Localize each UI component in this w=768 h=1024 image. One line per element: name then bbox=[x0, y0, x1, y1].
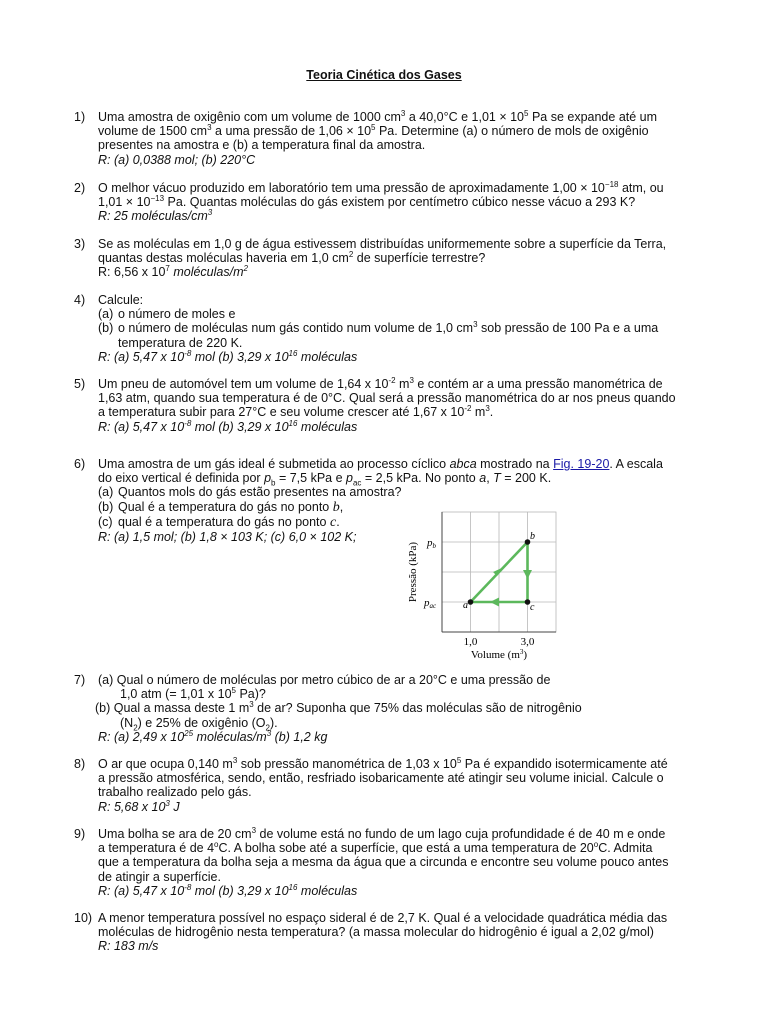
question-text-line: a temperatura é de 4$^o$C. A bolha sobe até a superfície, que está a uma temperatura de 20$^o$C. Admita bbox=[98, 840, 653, 856]
x-axis-label: Volume $(m^3)$ bbox=[470, 648, 528, 661]
answer: R: (a) 5,47 x $10^{-8}$ mol (b) 3,29 x $10^{16}$ moléculas bbox=[98, 882, 358, 898]
question-number: 3) bbox=[74, 237, 86, 251]
question-9 bbox=[74, 827, 694, 898]
question-text-line: moléculas de hidrogênio nesta temperatura? (a massa molecular do hidrogênio é igual a 2,02 g/mol) bbox=[98, 925, 654, 940]
question-text-line: Uma bolha se ara de 20 $cm^3$ de volume está no fundo de um lago cuja profundidade é de 40 m e onde bbox=[98, 825, 666, 841]
x-tick-1: 1,0 bbox=[463, 636, 478, 648]
point-a-label: a bbox=[463, 600, 468, 611]
sub-item-b: (b) Qual é a temperatura do gás no ponto b, bbox=[98, 499, 344, 515]
question-text-line: Um pneu de automóvel tem um volume de 1,64 x $10^{-2}$ $m^3$ e contém ar a uma pressão manométrica de bbox=[98, 375, 663, 391]
y-tick-pb: pb bbox=[427, 537, 436, 550]
question-text-line: O melhor vácuo produzido em laboratório tem uma pressão de aproximadamente $1,00 \times 10^{-18}$ atm, ou bbox=[98, 179, 664, 195]
question-text-line: de atingir a superfície. bbox=[98, 869, 221, 884]
answer: R: 25 moléculas/$cm^3$ bbox=[98, 208, 213, 224]
question-text-line: Uma amostra de um gás ideal é submetida ao processo cíclico abca mostrado na Fig. 19-20. A escala bbox=[98, 457, 663, 471]
question-text-line: $(N_2)$ e 25% de oxigênio $(O_2)$. bbox=[120, 715, 278, 733]
question-5 bbox=[74, 377, 694, 434]
question-text-line: Calcule: bbox=[98, 293, 144, 307]
sub-item-c: (c) qual é a temperatura do gás no ponto c. bbox=[98, 514, 340, 530]
answer: R: (a) 5,47 x $10^{-8}$ mol (b) 3,29 x $10^{16}$ moléculas bbox=[98, 418, 358, 434]
question-text-line: Uma amostra de oxigênio com um volume de 1000 $cm^3$ a 40,0°C e $1,01 \times 10^5$ Pa se expande até um bbox=[98, 108, 658, 124]
question-text-line: $1,01 \times 10^{-13}$ Pa. Quantas moléculas do gás existem por centímetro cúbico nesse vácuo a 293 K? bbox=[98, 194, 636, 210]
question-text-line: O ar que ocupa 0,140 $m^3$ sob pressão manométrica de 1,03 x $10^5$ Pa é expandido isotermicamente até bbox=[98, 755, 668, 771]
question-text-line: 1,0 atm (= 1,01 x $10^5$ Pa)? bbox=[120, 686, 266, 702]
question-4 bbox=[74, 293, 694, 364]
question-text-line: (b) Qual a massa deste 1 $m^3$ de ar? Suponha que 75% das moléculas são de nitrogênio bbox=[95, 700, 582, 716]
question-text-line: do eixo vertical é definida por $p_b = 7,5$ kPa e $p_{ac} = 2,5$ kPa. No ponto a, T = 200 K. bbox=[98, 471, 552, 488]
question-text-line: A menor temperatura possível no espaço sideral é de 2,7 K. Qual é a velocidade quadrática média das bbox=[98, 911, 668, 925]
question-number: 5) bbox=[74, 377, 86, 391]
question-text-line: trabalho realizado pelo gás. bbox=[98, 785, 252, 800]
point-a-marker bbox=[468, 599, 474, 605]
question-number: 8) bbox=[74, 757, 86, 771]
question-number: 1) bbox=[74, 110, 86, 124]
pv-diagram bbox=[400, 500, 570, 665]
answer: R: 5,68 x $10^3$ J bbox=[98, 798, 180, 814]
question-7 bbox=[74, 673, 694, 744]
question-1 bbox=[74, 110, 694, 167]
answer: R: (a) 5,47 x $10^{-8}$ mol (b) 3,29 x $10^{16}$ moléculas bbox=[98, 348, 358, 364]
question-number: 10) bbox=[74, 911, 93, 925]
question-10 bbox=[74, 911, 694, 954]
sub-item-a: (a) Quantos mols do gás estão presentes na amostra? bbox=[98, 485, 402, 500]
page-title: Teoria Cinética dos Gases bbox=[306, 68, 462, 82]
sub-item-b: (b) o número de moléculas num gás contido num volume de 1,0 $cm^3$ sob pressão de 100 Pa e a uma temperatura de 220 K. bbox=[98, 320, 659, 350]
x-tick-3: 3,0 bbox=[520, 636, 535, 648]
question-text-line: 1,63 atm, quando sua temperatura é de 0°C. Qual será a pressão manométrica do ar nos pneus quando bbox=[98, 391, 676, 406]
question-text-line: (a) Qual o número de moléculas por metro cúbico de ar a 20°C e uma pressão de bbox=[98, 673, 551, 687]
figure-link[interactable]: Fig. 19-20 bbox=[553, 457, 610, 471]
question-text-line: presentes na amostra e (b) a temperatura final da amostra. bbox=[98, 138, 426, 153]
arrow-bc bbox=[523, 570, 532, 579]
question-text-line: a temperatura subir para 27°C e seu volume crescer até 1,67 x $10^{-2}$ $m^3$. bbox=[98, 404, 494, 420]
question-8 bbox=[74, 757, 694, 814]
question-2 bbox=[74, 181, 694, 224]
sub-item-a: (a) o número de moles e bbox=[98, 307, 236, 322]
question-number: 7) bbox=[74, 673, 86, 687]
answer: R: (a) 2,49 x $10^{25}$ moléculas/$m^3$ (b) 1,2 kg bbox=[98, 728, 328, 744]
question-text-line: volume de 1500 $cm^3$ a uma pressão de $1,06 \times 10^5$ Pa. Determine (a) o número de mols de oxigênio bbox=[98, 123, 649, 139]
question-text-line: quantas destas moléculas haveria em 1,0 $cm^2$ de superfície terrestre? bbox=[98, 250, 486, 266]
y-axis-label: Pressão (kPa) bbox=[407, 541, 419, 603]
y-tick-pac: pac bbox=[424, 597, 437, 610]
question-number: 4) bbox=[74, 293, 86, 307]
question-text-line: que a temperatura da bolha seja a mesma da água que a circunda e encontre seu volume pouco antes bbox=[98, 855, 669, 870]
answer: R: (a) 1,5 mol; (b) 1,8 × 103 K; (c) 6,0 × 102 K; bbox=[98, 530, 357, 545]
arrow-ca bbox=[490, 598, 499, 607]
point-b-label: b bbox=[530, 531, 535, 542]
question-number: 6) bbox=[74, 457, 86, 471]
point-c-label: c bbox=[530, 602, 535, 613]
question-text-line: Se as moléculas em 1,0 g de água estivessem distribuídas uniformemente sobre a superfície da Terra, bbox=[98, 237, 667, 251]
question-3 bbox=[74, 237, 694, 280]
answer: R: (a) 0,0388 mol; (b) 220°C bbox=[98, 152, 256, 167]
question-number: 2) bbox=[74, 181, 86, 195]
question-6 bbox=[74, 457, 694, 544]
question-number: 9) bbox=[74, 827, 86, 841]
answer: R: 183 m/s bbox=[98, 939, 159, 954]
question-text-line: a pressão atmosférica, sendo, então, resfriado isobaricamente até atingir seu volume inicial. Calcule o bbox=[98, 771, 664, 786]
arrow-ab bbox=[493, 567, 504, 576]
answer: R: 6,56 x $10^7$ moléculas/$m^2$ bbox=[98, 264, 248, 280]
